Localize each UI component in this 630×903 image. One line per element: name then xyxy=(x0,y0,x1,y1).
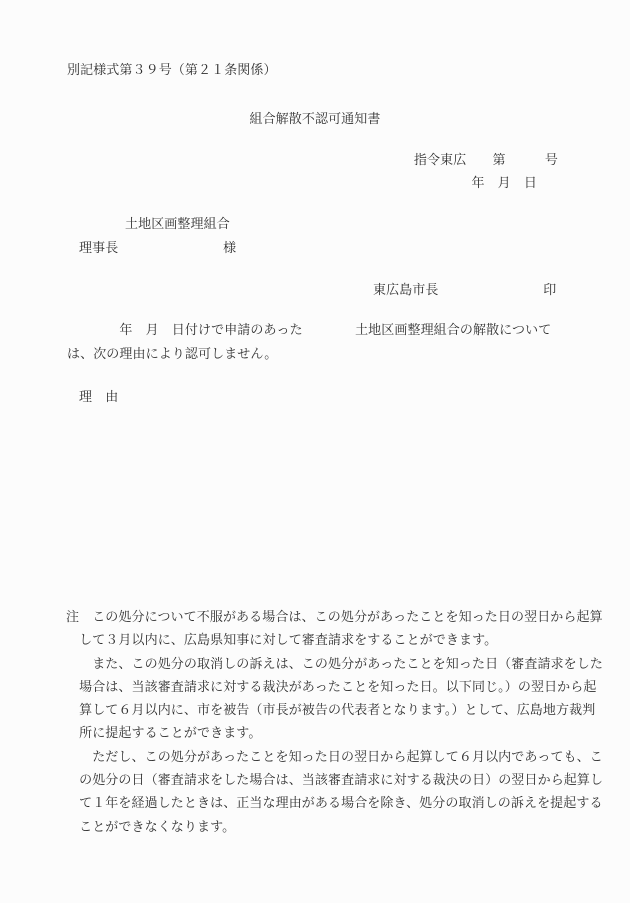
body-line-1: 年 月 日付けで申請のあった 土地区画整理組合の解散について xyxy=(67,322,552,337)
addressee-line: 理事長 様 xyxy=(79,240,237,255)
directive-number-line: 指令東広 第 号 xyxy=(413,152,558,167)
document-title: 組合解散不認可通知書 xyxy=(249,111,381,126)
note-line: 場合は、当該審査請求に対する裁決があったことを知った日。以下同じ。）の翌日から起 xyxy=(66,678,597,694)
body-line-2: は、次の理由により認可しません。 xyxy=(67,346,278,361)
note-line: また、この処分の取消しの訴えは、この処分があったことを知った日（審査請求をした xyxy=(66,655,603,671)
reason-label: 理 由 xyxy=(79,389,119,404)
note-line: て１年を経過したときは、正当な理由がある場合を除き、処分の取消しの訴えを提起する xyxy=(66,795,603,811)
note-line: ことができなくなります。 xyxy=(66,818,236,834)
note-line: の処分の日（審査請求をした場合は、当該審査請求に対する裁決の日）の翌日から起算し xyxy=(66,772,604,788)
issuer-seal-line: 東広島市長 印 xyxy=(373,282,557,297)
note-line: ただし、この処分があったことを知った日の翌日から起算して６月以内であっても、こ xyxy=(66,748,603,764)
note-line: 注 この処分について不服がある場合は、この処分があったことを知った日の翌日から起算 xyxy=(66,609,603,624)
note-line: 算して６月以内に、市を被告（市長が被告の代表者となります。）として、広島地方裁判 xyxy=(66,702,596,718)
note-line: 所に提起することができます。 xyxy=(66,725,262,741)
form-number: 別記様式第３９号（第２１条関係） xyxy=(67,62,277,77)
note-block xyxy=(66,605,610,838)
issue-date-line: 年 月 日 xyxy=(471,175,537,190)
note-line: して３月以内に、広島県知事に対して審査請求をすることができます。 xyxy=(66,632,498,648)
addressee-organization-line: 土地区画整理組合 xyxy=(125,216,230,231)
